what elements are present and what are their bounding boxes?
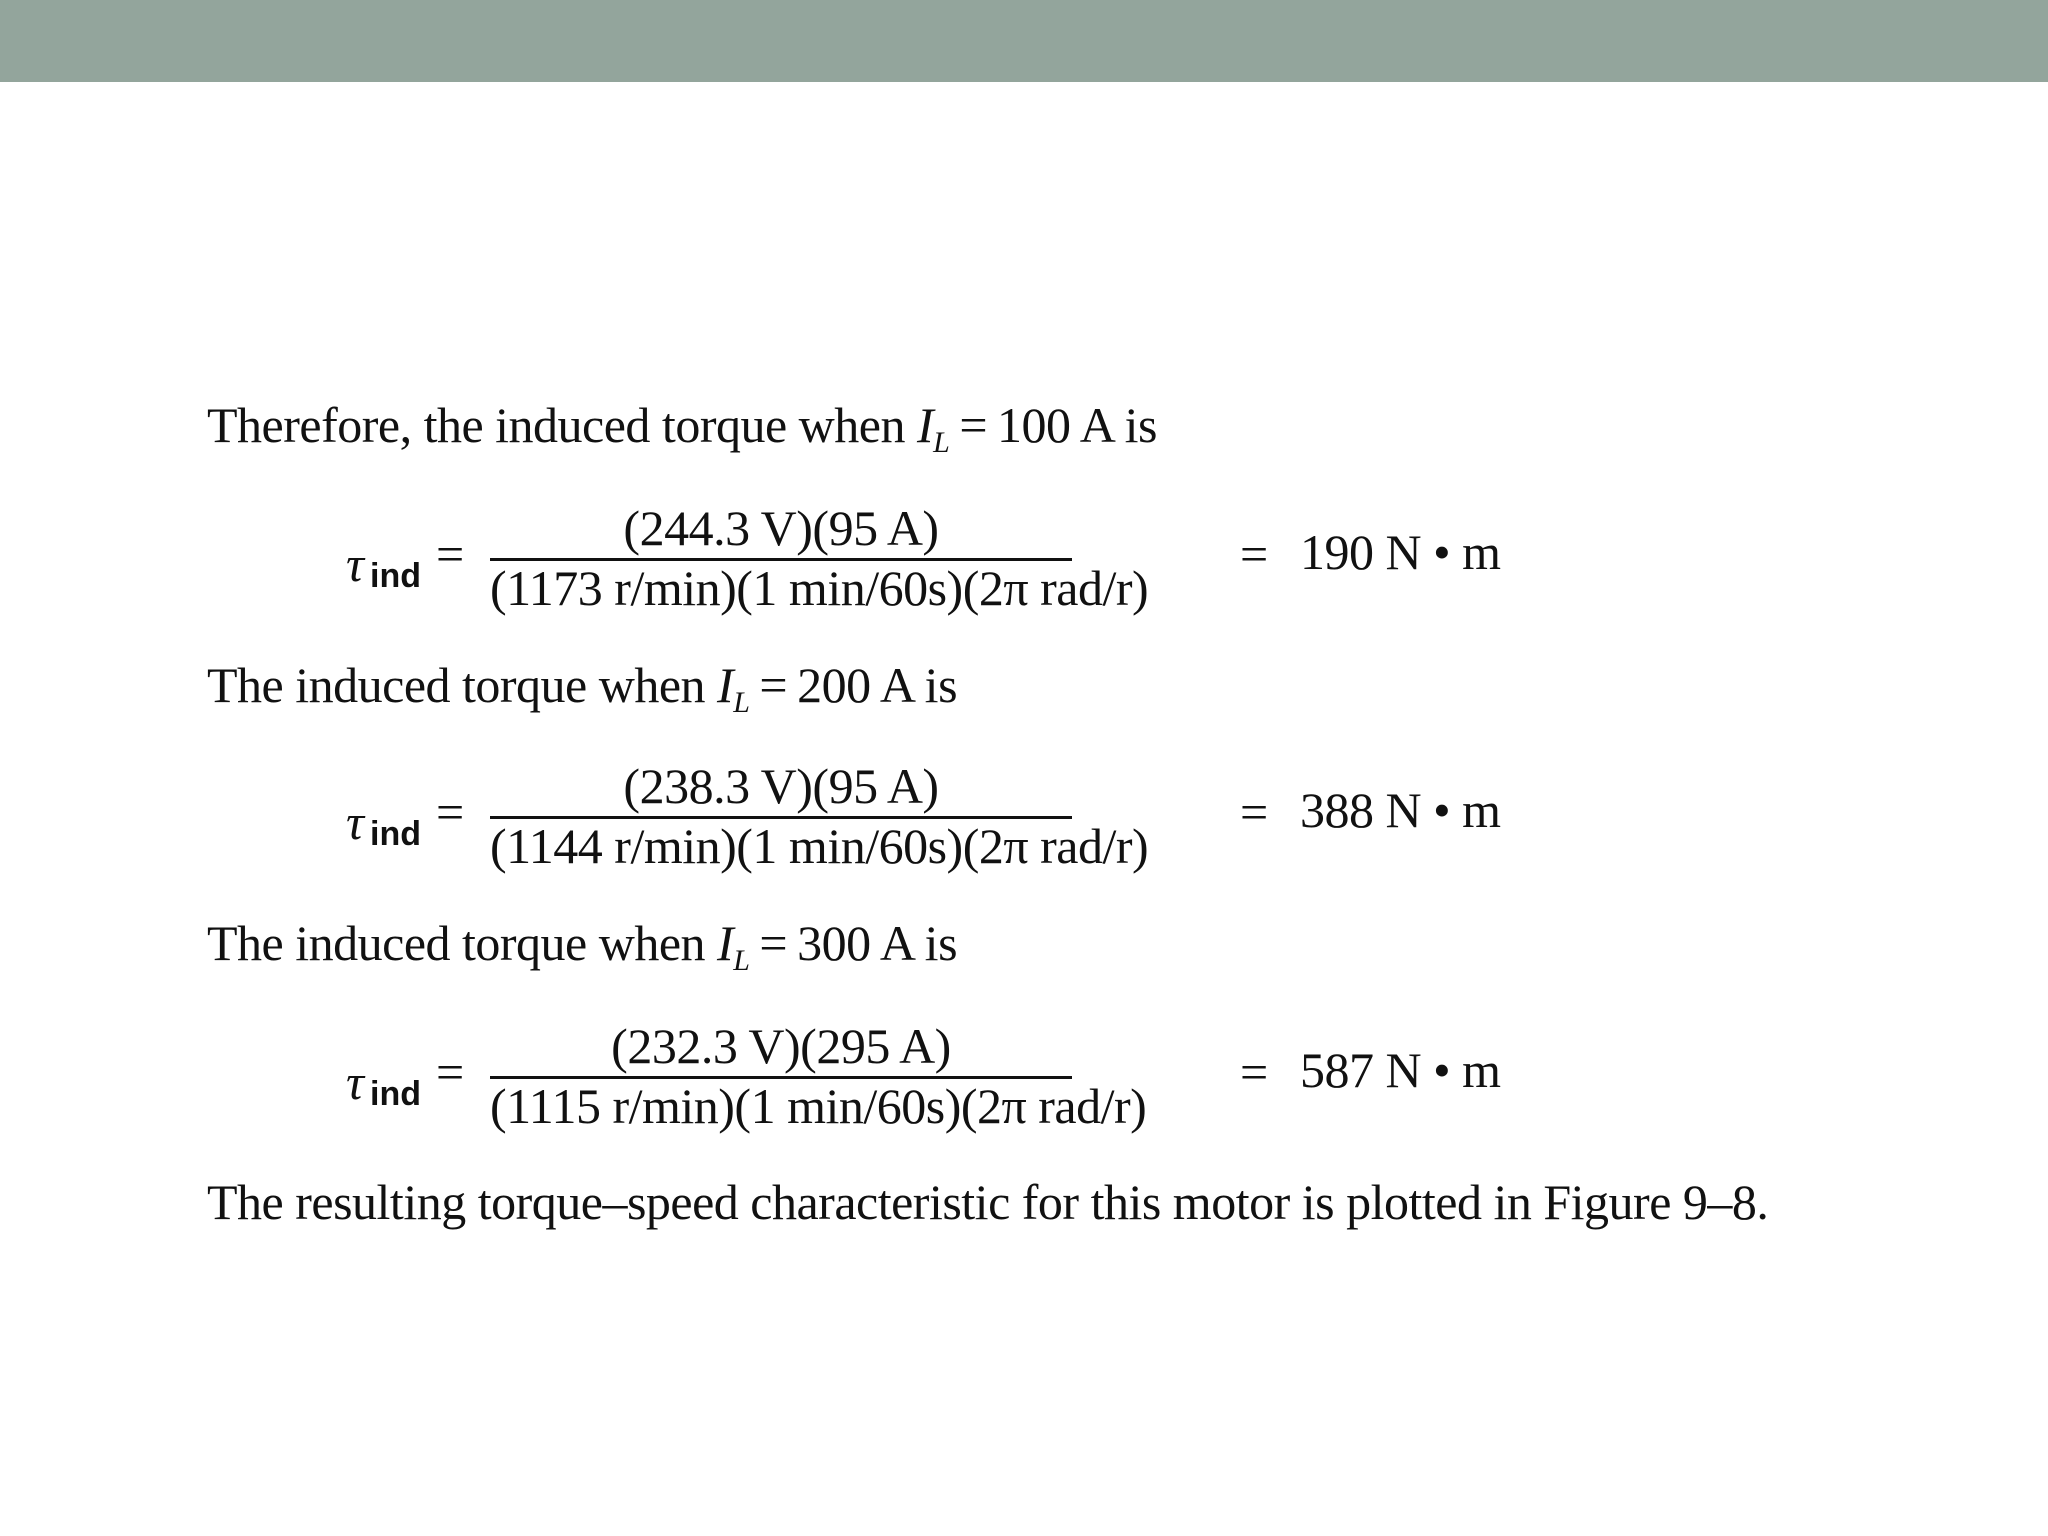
text-line-1 [207,395,1157,473]
equals-sign: = [759,657,788,713]
equals-sign: = [436,526,465,582]
torque-equation-3 [340,1016,1540,1146]
line-1-prefix: Therefore, the induced torque when [207,397,905,453]
equals-sign: = [759,915,788,971]
tau-symbol: τ [346,794,364,850]
torque-result: 388 N • m [1300,782,1501,838]
load-current-variable: $I_L$ [717,657,750,719]
equals-sign: = [1240,526,1269,582]
load-current-variable: $I_L$ [717,915,750,977]
equals-sign: = [436,1044,465,1100]
equals-sign: = [1240,784,1269,840]
line-3-suffix: 300 A is [797,915,958,971]
torque-equation-2 [340,756,1540,886]
torque-equation-1 [340,498,1540,628]
equals-sign: = [959,397,988,453]
torque-result: 587 N • m [1300,1042,1501,1098]
load-current-variable: $I_L$ [916,397,950,459]
text-line-3 [207,913,957,991]
line-2-suffix: 200 A is [797,657,958,713]
tau-subscript: ind [370,1075,421,1113]
numerator: (238.3 V)(95 A) [623,758,939,814]
tau-symbol: τ [346,1054,364,1110]
numerator: (244.3 V)(95 A) [623,500,939,556]
conclusion-text: The resulting torque–speed characteristic for this motor is plotted in Figure 9–8. [207,1174,1769,1230]
line-2-prefix: The induced torque when [207,657,706,713]
tau-symbol: τ [346,536,364,592]
text-line-2 [207,655,957,733]
tau-subscript: ind [370,557,421,595]
line-1-suffix: 100 A is [997,397,1157,453]
denominator: (1173 r/min)(1 min/60s)(2π rad/r) [490,560,1149,616]
torque-result: 190 N • m [1300,524,1501,580]
equals-sign: = [436,784,465,840]
denominator: (1144 r/min)(1 min/60s)(2π rad/r) [490,818,1149,874]
line-3-prefix: The induced torque when [207,915,706,971]
equals-sign: = [1240,1044,1269,1100]
numerator: (232.3 V)(295 A) [611,1018,951,1074]
tau-subscript: ind [370,815,421,853]
denominator: (1115 r/min)(1 min/60s)(2π rad/r) [490,1078,1147,1134]
